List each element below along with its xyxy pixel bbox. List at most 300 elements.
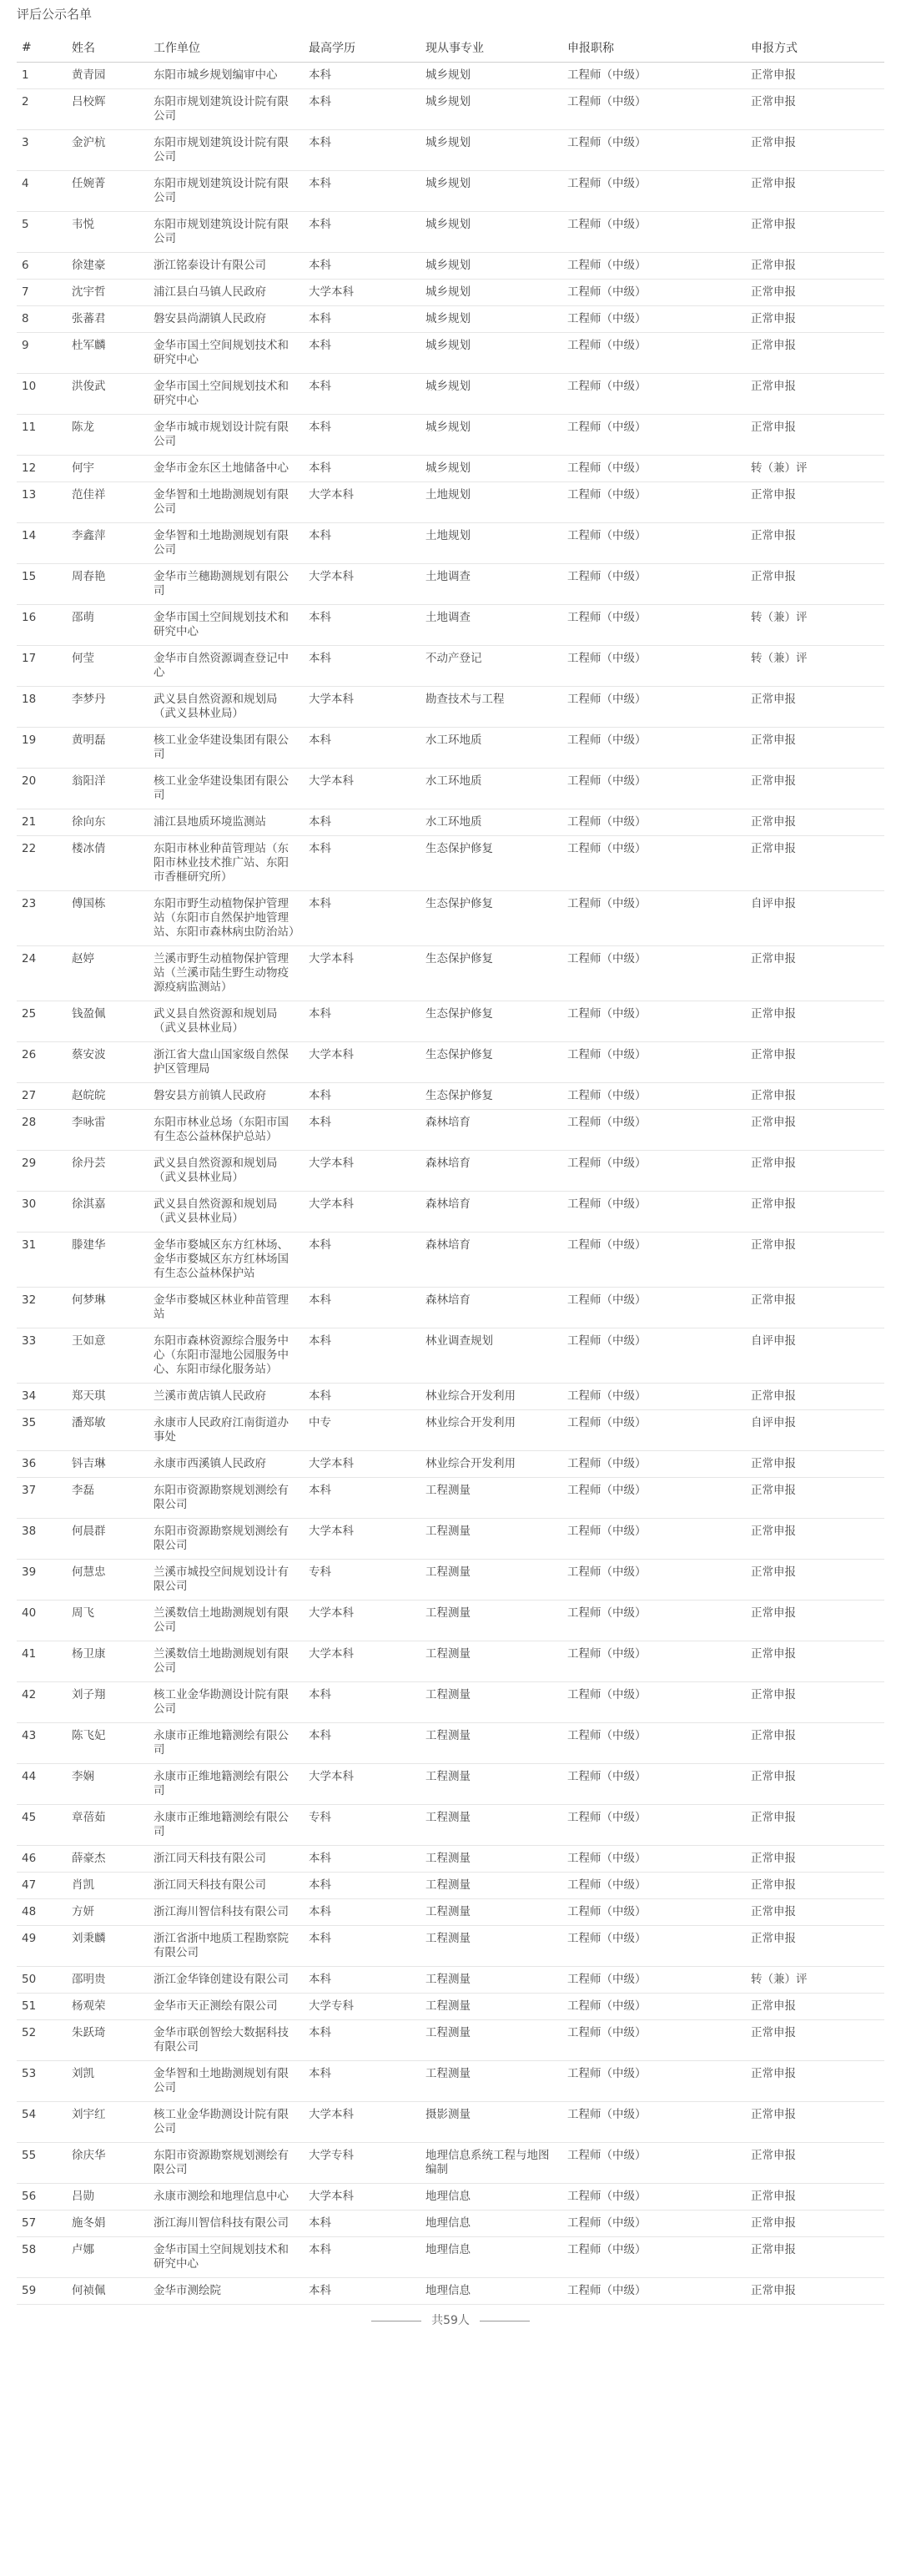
row-title-applied: 工程师（中级）	[562, 1846, 746, 1873]
row-title-applied: 工程师（中级）	[562, 891, 746, 946]
row-employer: 东阳市规划建筑设计院有限公司	[148, 171, 304, 212]
row-title-applied: 工程师（中级）	[562, 1478, 746, 1519]
row-application-method: 正常申报	[746, 89, 884, 130]
row-specialty: 摄影测量	[420, 2102, 562, 2143]
row-employer: 东阳市规划建筑设计院有限公司	[148, 212, 304, 253]
row-education: 本科	[304, 212, 420, 253]
row-title-applied: 工程师（中级）	[562, 1151, 746, 1192]
row-specialty: 工程测量	[420, 1805, 562, 1846]
row-title-applied: 工程师（中级）	[562, 1519, 746, 1560]
row-title-applied: 工程师（中级）	[562, 456, 746, 482]
table-row	[17, 1151, 884, 1192]
row-education: 大学本科	[304, 1042, 420, 1083]
row-education: 本科	[304, 1967, 420, 1994]
row-name: 钱盈佩	[67, 1001, 148, 1042]
row-name: 陈飞妃	[67, 1723, 148, 1764]
row-employer: 兰溪市城投空间规划设计有限公司	[148, 1560, 304, 1601]
row-name: 朱跃琦	[67, 2020, 148, 2061]
row-name: 潘郑敏	[67, 1410, 148, 1451]
row-education: 本科	[304, 1110, 420, 1151]
row-name: 陈龙	[67, 415, 148, 456]
row-education: 大学本科	[304, 1151, 420, 1192]
row-application-method: 正常申报	[746, 1192, 884, 1233]
row-index: 3	[17, 130, 67, 171]
row-specialty: 工程测量	[420, 1899, 562, 1926]
row-name: 韦悦	[67, 212, 148, 253]
row-name: 翁阳洋	[67, 769, 148, 809]
table-row	[17, 946, 884, 1001]
row-employer: 金华市婺城区林业种苗管理站	[148, 1288, 304, 1328]
row-name: 蔡安波	[67, 1042, 148, 1083]
row-name: 杨观荣	[67, 1994, 148, 2020]
row-specialty: 生态保护修复	[420, 946, 562, 1001]
row-employer: 东阳市森林资源综合服务中心（东阳市湿地公园服务中心、东阳市绿化服务站）	[148, 1328, 304, 1384]
table-row	[17, 1042, 884, 1083]
row-employer: 金华市兰穗勘测规划有限公司	[148, 564, 304, 605]
row-index: 32	[17, 1288, 67, 1328]
row-index: 52	[17, 2020, 67, 2061]
row-index: 41	[17, 1641, 67, 1682]
row-application-method: 正常申报	[746, 946, 884, 1001]
row-education: 本科	[304, 605, 420, 646]
page-title: 评后公示名单	[17, 7, 93, 22]
row-index: 23	[17, 891, 67, 946]
table-row	[17, 253, 884, 280]
row-index: 49	[17, 1926, 67, 1967]
row-education: 大学本科	[304, 769, 420, 809]
row-title-applied: 工程师（中级）	[562, 1110, 746, 1151]
row-name: 周飞	[67, 1601, 148, 1641]
row-specialty: 土地规划	[420, 482, 562, 523]
row-employer: 金华市自然资源调查登记中心	[148, 646, 304, 687]
row-index: 37	[17, 1478, 67, 1519]
row-education: 本科	[304, 1478, 420, 1519]
row-title-applied: 工程师（中级）	[562, 63, 746, 89]
row-application-method: 正常申报	[746, 2237, 884, 2278]
col-name: 姓名	[67, 33, 148, 63]
row-application-method: 自评申报	[746, 1410, 884, 1451]
row-title-applied: 工程师（中级）	[562, 2020, 746, 2061]
row-education: 中专	[304, 1410, 420, 1451]
row-title-applied: 工程师（中级）	[562, 605, 746, 646]
row-title-applied: 工程师（中级）	[562, 2237, 746, 2278]
row-employer: 东阳市资源勘察规划测绘有限公司	[148, 1519, 304, 1560]
row-employer: 武义县自然资源和规划局（武义县林业局）	[148, 687, 304, 728]
row-application-method: 转（兼）评	[746, 646, 884, 687]
row-employer: 永康市西溪镇人民政府	[148, 1451, 304, 1478]
row-title-applied: 工程师（中级）	[562, 2143, 746, 2184]
row-title-applied: 工程师（中级）	[562, 1083, 746, 1110]
row-education: 本科	[304, 374, 420, 415]
row-employer: 金华市城市规划设计院有限公司	[148, 415, 304, 456]
table-row	[17, 415, 884, 456]
row-specialty: 工程测量	[420, 1560, 562, 1601]
row-education: 专科	[304, 1560, 420, 1601]
row-specialty: 不动产登记	[420, 646, 562, 687]
row-education: 大学本科	[304, 1192, 420, 1233]
row-application-method: 正常申报	[746, 1519, 884, 1560]
row-name: 赵皖皖	[67, 1083, 148, 1110]
row-name: 卢娜	[67, 2237, 148, 2278]
row-name: 邵萌	[67, 605, 148, 646]
row-name: 李磊	[67, 1478, 148, 1519]
table-row	[17, 605, 884, 646]
row-education: 本科	[304, 2020, 420, 2061]
row-name: 黄青园	[67, 63, 148, 89]
row-index: 46	[17, 1846, 67, 1873]
row-application-method: 自评申报	[746, 1328, 884, 1384]
row-index: 47	[17, 1873, 67, 1899]
row-index: 53	[17, 2061, 67, 2102]
row-application-method: 正常申报	[746, 1001, 884, 1042]
row-title-applied: 工程师（中级）	[562, 1451, 746, 1478]
row-specialty: 生态保护修复	[420, 1042, 562, 1083]
row-employer: 金华市国土空间规划技术和研究中心	[148, 605, 304, 646]
table-row	[17, 1926, 884, 1967]
row-education: 本科	[304, 1682, 420, 1723]
row-name: 李鑫萍	[67, 523, 148, 564]
row-title-applied: 工程师（中级）	[562, 1723, 746, 1764]
row-title-applied: 工程师（中级）	[562, 523, 746, 564]
row-application-method: 正常申报	[746, 1478, 884, 1519]
table-row	[17, 1110, 884, 1151]
row-title-applied: 工程师（中级）	[562, 253, 746, 280]
table-row	[17, 2237, 884, 2278]
row-specialty: 城乡规划	[420, 415, 562, 456]
row-employer: 武义县自然资源和规划局（武义县林业局）	[148, 1151, 304, 1192]
row-application-method: 正常申报	[746, 564, 884, 605]
row-specialty: 林业综合开发利用	[420, 1384, 562, 1410]
table-body	[17, 63, 884, 2305]
row-title-applied: 工程师（中级）	[562, 415, 746, 456]
row-specialty: 城乡规划	[420, 89, 562, 130]
row-title-applied: 工程师（中级）	[562, 564, 746, 605]
row-specialty: 工程测量	[420, 1641, 562, 1682]
row-index: 36	[17, 1451, 67, 1478]
row-name: 范佳祥	[67, 482, 148, 523]
row-education: 本科	[304, 1328, 420, 1384]
row-education: 本科	[304, 2237, 420, 2278]
table-row	[17, 1478, 884, 1519]
row-name: 方妍	[67, 1899, 148, 1926]
row-name: 吕校辉	[67, 89, 148, 130]
row-employer: 浙江同天科技有限公司	[148, 1846, 304, 1873]
row-specialty: 土地调查	[420, 605, 562, 646]
row-name: 王如意	[67, 1328, 148, 1384]
row-name: 徐庆华	[67, 2143, 148, 2184]
row-index: 18	[17, 687, 67, 728]
row-specialty: 工程测量	[420, 2061, 562, 2102]
row-education: 本科	[304, 523, 420, 564]
row-title-applied: 工程师（中级）	[562, 1042, 746, 1083]
row-title-applied: 工程师（中级）	[562, 374, 746, 415]
row-employer: 金华智和土地勘测规划有限公司	[148, 482, 304, 523]
row-name: 杨卫康	[67, 1641, 148, 1682]
row-name: 何晨群	[67, 1519, 148, 1560]
row-employer: 金华市金东区土地储备中心	[148, 456, 304, 482]
table-row	[17, 646, 884, 687]
row-specialty: 城乡规划	[420, 280, 562, 306]
row-application-method: 正常申报	[746, 1601, 884, 1641]
table-row	[17, 1451, 884, 1478]
row-index: 2	[17, 89, 67, 130]
row-index: 59	[17, 2278, 67, 2305]
row-application-method: 正常申报	[746, 280, 884, 306]
row-specialty: 土地规划	[420, 523, 562, 564]
row-index: 44	[17, 1764, 67, 1805]
row-specialty: 林业综合开发利用	[420, 1410, 562, 1451]
row-title-applied: 工程师（中级）	[562, 1560, 746, 1601]
row-title-applied: 工程师（中级）	[562, 482, 746, 523]
row-specialty: 城乡规划	[420, 130, 562, 171]
row-education: 本科	[304, 1288, 420, 1328]
row-specialty: 城乡规划	[420, 374, 562, 415]
row-employer: 磐安县方前镇人民政府	[148, 1083, 304, 1110]
row-specialty: 城乡规划	[420, 306, 562, 333]
row-application-method: 正常申报	[746, 212, 884, 253]
row-education: 本科	[304, 171, 420, 212]
row-application-method: 正常申报	[746, 333, 884, 374]
row-application-method: 正常申报	[746, 1560, 884, 1601]
table-row	[17, 1560, 884, 1601]
row-index: 48	[17, 1899, 67, 1926]
row-employer: 浙江海川智信科技有限公司	[148, 2211, 304, 2237]
row-employer: 兰溪市黄店镇人民政府	[148, 1384, 304, 1410]
row-index: 1	[17, 63, 67, 89]
row-application-method: 转（兼）评	[746, 456, 884, 482]
row-title-applied: 工程师（中级）	[562, 1328, 746, 1384]
row-title-applied: 工程师（中级）	[562, 1641, 746, 1682]
row-application-method: 正常申报	[746, 1288, 884, 1328]
row-specialty: 森林培育	[420, 1233, 562, 1288]
row-application-method: 正常申报	[746, 253, 884, 280]
row-education: 本科	[304, 1926, 420, 1967]
row-index: 27	[17, 1083, 67, 1110]
row-title-applied: 工程师（中级）	[562, 1994, 746, 2020]
row-education: 本科	[304, 2211, 420, 2237]
row-education: 本科	[304, 1873, 420, 1899]
row-application-method: 正常申报	[746, 1899, 884, 1926]
row-title-applied: 工程师（中级）	[562, 333, 746, 374]
row-education: 本科	[304, 130, 420, 171]
header-row	[17, 33, 884, 63]
row-application-method: 转（兼）评	[746, 1967, 884, 1994]
row-employer: 兰溪数信土地勘测规划有限公司	[148, 1641, 304, 1682]
row-name: 李娴	[67, 1764, 148, 1805]
row-specialty: 生态保护修复	[420, 891, 562, 946]
row-name: 刘秉麟	[67, 1926, 148, 1967]
row-title-applied: 工程师（中级）	[562, 306, 746, 333]
row-education: 大学专科	[304, 1994, 420, 2020]
row-index: 40	[17, 1601, 67, 1641]
row-index: 29	[17, 1151, 67, 1192]
row-education: 本科	[304, 1846, 420, 1873]
row-index: 8	[17, 306, 67, 333]
row-employer: 浙江省大盘山国家级自然保护区管理局	[148, 1042, 304, 1083]
row-name: 何梦琳	[67, 1288, 148, 1328]
row-name: 何莹	[67, 646, 148, 687]
row-specialty: 工程测量	[420, 2020, 562, 2061]
table-row	[17, 1601, 884, 1641]
row-index: 26	[17, 1042, 67, 1083]
row-education: 本科	[304, 728, 420, 769]
row-index: 11	[17, 415, 67, 456]
table-footer	[17, 2311, 884, 2345]
table-row	[17, 2211, 884, 2237]
table-row	[17, 1192, 884, 1233]
row-index: 24	[17, 946, 67, 1001]
row-application-method: 正常申报	[746, 1110, 884, 1151]
row-index: 22	[17, 836, 67, 891]
table-header	[17, 33, 884, 63]
row-employer: 浙江同天科技有限公司	[148, 1873, 304, 1899]
row-title-applied: 工程师（中级）	[562, 1805, 746, 1846]
row-index: 31	[17, 1233, 67, 1288]
row-index: 45	[17, 1805, 67, 1846]
row-employer: 东阳市规划建筑设计院有限公司	[148, 89, 304, 130]
row-application-method: 正常申报	[746, 687, 884, 728]
row-application-method: 正常申报	[746, 769, 884, 809]
row-education: 本科	[304, 306, 420, 333]
row-name: 徐丹芸	[67, 1151, 148, 1192]
table-row	[17, 523, 884, 564]
row-index: 13	[17, 482, 67, 523]
row-name: 李咏雷	[67, 1110, 148, 1151]
row-title-applied: 工程师（中级）	[562, 1926, 746, 1967]
table-row	[17, 2061, 884, 2102]
row-index: 55	[17, 2143, 67, 2184]
row-application-method: 正常申报	[746, 2061, 884, 2102]
row-specialty: 地理信息	[420, 2237, 562, 2278]
row-index: 38	[17, 1519, 67, 1560]
row-application-method: 正常申报	[746, 1764, 884, 1805]
table-row	[17, 1873, 884, 1899]
row-index: 12	[17, 456, 67, 482]
row-index: 58	[17, 2237, 67, 2278]
row-education: 大学本科	[304, 1641, 420, 1682]
row-employer: 浙江海川智信科技有限公司	[148, 1899, 304, 1926]
table-row	[17, 1288, 884, 1328]
table-row	[17, 171, 884, 212]
row-application-method: 正常申报	[746, 2211, 884, 2237]
row-employer: 金华市联创智绘大数据科技有限公司	[148, 2020, 304, 2061]
table-row	[17, 769, 884, 809]
row-education: 本科	[304, 2061, 420, 2102]
row-employer: 东阳市林业种苗管理站（东阳市林业技术推广站、东阳市香榧研究所）	[148, 836, 304, 891]
row-application-method: 正常申报	[746, 523, 884, 564]
row-name: 肖凯	[67, 1873, 148, 1899]
row-index: 42	[17, 1682, 67, 1723]
table-row	[17, 333, 884, 374]
row-specialty: 水工环地质	[420, 728, 562, 769]
row-employer: 核工业金华建设集团有限公司	[148, 769, 304, 809]
row-name: 滕建华	[67, 1233, 148, 1288]
col-education: 最高学历	[304, 33, 420, 63]
row-education: 本科	[304, 89, 420, 130]
row-specialty: 城乡规划	[420, 456, 562, 482]
row-title-applied: 工程师（中级）	[562, 1384, 746, 1410]
row-education: 本科	[304, 836, 420, 891]
table-row	[17, 1233, 884, 1288]
row-education: 大学本科	[304, 1451, 420, 1478]
row-education: 大学本科	[304, 1519, 420, 1560]
row-title-applied: 工程师（中级）	[562, 171, 746, 212]
table-row	[17, 456, 884, 482]
table-row	[17, 1764, 884, 1805]
row-title-applied: 工程师（中级）	[562, 280, 746, 306]
row-application-method: 正常申报	[746, 1723, 884, 1764]
row-employer: 核工业金华勘测设计院有限公司	[148, 1682, 304, 1723]
row-specialty: 工程测量	[420, 1873, 562, 1899]
row-employer: 兰溪数信土地勘测规划有限公司	[148, 1601, 304, 1641]
table-row	[17, 2184, 884, 2211]
row-title-applied: 工程师（中级）	[562, 130, 746, 171]
row-index: 51	[17, 1994, 67, 2020]
row-application-method: 正常申报	[746, 374, 884, 415]
row-index: 34	[17, 1384, 67, 1410]
row-application-method: 正常申报	[746, 415, 884, 456]
table-row	[17, 1682, 884, 1723]
row-name: 章蓓茹	[67, 1805, 148, 1846]
row-title-applied: 工程师（中级）	[562, 769, 746, 809]
row-education: 大学专科	[304, 2143, 420, 2184]
row-application-method: 正常申报	[746, 809, 884, 836]
row-specialty: 工程测量	[420, 1682, 562, 1723]
col-application-method: 申报方式	[746, 33, 884, 63]
row-education: 本科	[304, 456, 420, 482]
row-application-method: 正常申报	[746, 1233, 884, 1288]
row-title-applied: 工程师（中级）	[562, 646, 746, 687]
row-name: 洪俊武	[67, 374, 148, 415]
row-name: 刘宇红	[67, 2102, 148, 2143]
row-specialty: 勘查技术与工程	[420, 687, 562, 728]
row-education: 本科	[304, 333, 420, 374]
row-index: 4	[17, 171, 67, 212]
table-row	[17, 1083, 884, 1110]
row-specialty: 工程测量	[420, 1846, 562, 1873]
row-name: 何宇	[67, 456, 148, 482]
row-name: 沈宇哲	[67, 280, 148, 306]
row-employer: 东阳市林业总场（东阳市国有生态公益林保护总站）	[148, 1110, 304, 1151]
row-name: 徐向东	[67, 809, 148, 836]
row-education: 本科	[304, 646, 420, 687]
row-specialty: 地理信息	[420, 2278, 562, 2305]
col-index: #	[17, 33, 67, 63]
row-specialty: 工程测量	[420, 1601, 562, 1641]
row-employer: 永康市正维地籍测绘有限公司	[148, 1805, 304, 1846]
row-education: 大学本科	[304, 280, 420, 306]
row-application-method: 正常申报	[746, 2020, 884, 2061]
row-employer: 金华市天正测绘有限公司	[148, 1994, 304, 2020]
row-education: 专科	[304, 1805, 420, 1846]
row-title-applied: 工程师（中级）	[562, 836, 746, 891]
row-education: 本科	[304, 1083, 420, 1110]
total-count: 共59人	[431, 2314, 470, 2327]
row-education: 大学本科	[304, 1764, 420, 1805]
row-title-applied: 工程师（中级）	[562, 1288, 746, 1328]
row-education: 本科	[304, 1001, 420, 1042]
table-row	[17, 891, 884, 946]
row-education: 本科	[304, 809, 420, 836]
row-name: 徐淇嘉	[67, 1192, 148, 1233]
row-index: 56	[17, 2184, 67, 2211]
row-name: 何祯佩	[67, 2278, 148, 2305]
row-employer: 金华市国土空间规划技术和研究中心	[148, 333, 304, 374]
row-specialty: 森林培育	[420, 1151, 562, 1192]
table-row	[17, 306, 884, 333]
row-application-method: 正常申报	[746, 2102, 884, 2143]
row-specialty: 城乡规划	[420, 212, 562, 253]
